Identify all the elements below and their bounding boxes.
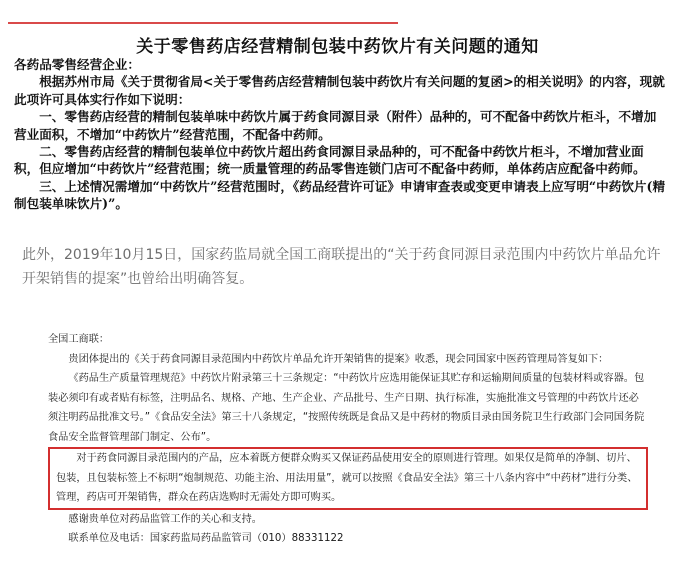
notice-item-3: 三、上述情况需增加“中药饮片”经营范围时，《药品经营许可证》申请审查表或变更申请表上应写明“中药饮片(精制包装单味饮片)”。 (14, 178, 666, 212)
notice-intro: 根据苏州市局《关于贯彻省局<关于零售药店经营精制包装中药饮片有关问题的复函>的相关说明》的内容，现就此项许可具体实行作如下说明： (14, 74, 665, 107)
reply-paragraph-1: 贵团体提出的《关于药食同源目录范围内中药饮片单品允许开架销售的提案》收悉，现会同国家中医药管理局答复如下： (68, 353, 609, 365)
article-caption: 此外，2019年10月15日，国家药监局就全国工商联提出的“关于药食同源目录范围内中药饮片单品允许开架销售的提案”也曾给出明确答复。 (22, 247, 661, 287)
reply-contact: 联系单位及电话：国家药监局药品监管司（010）88331122 (68, 533, 344, 544)
notice-title: 关于零售药店经营精制包装中药饮片有关问题的通知 (136, 37, 539, 57)
reply-thanks: 感谢贵单位对药品监管工作的关心和支持。 (68, 513, 262, 525)
notice-salutation: 各药品零售经营企业： (14, 57, 140, 72)
notice-item-2: 二、零售药店经营的精制包装单位中药饮片超出药食同源目录品种的，可不配备中药饮片柜斗，不增加营业面积，但应增加“中药饮片”经营范围；统一质量管理的药品零售连锁门店可不配备中药师，单体药店应配备中药师。 (14, 144, 646, 177)
notice-item-1: 一、零售药店经营的精制包装单味中药饮片属于药食同源目录（附件）品种的，可不配备中药饮片柜斗，不增加营业面积，不增加“中药饮片”经营范围，不配备中药师。 (14, 109, 657, 142)
top-divider-line (8, 22, 398, 24)
reply-paragraph-2: 《药品生产质量管理规范》中药饮片附录第三十三条规定：“中药饮片应选用能保证其贮存和运输期间质量的包装材料或容器。包装必须印有或者贴有标签，注明品名、规格、产地、生产企业、产品批号、生产日期、执行标准，实施批准文号管理的中药饮片还必须注明药品批准文号。”《食品安全法》第三十八条规定，“按照传统既是食品又是中药材的物质目录由国务院卫生行政部门会同国务院食品安全监督管理部门制定、公布”。 (48, 373, 645, 443)
reply-highlighted-paragraph: 对于药食同源目录范围内的产品，应本着既方便群众购买又保证药品使用安全的原则进行管理。如果仅是简单的净制、切片、包装，且包装标签上不标明“炮制规范、功能主治、用法用量”，就可以按照《食品安全法》第三十八条内容中“中药材”进行分类、管理，药店可开架销售，群众在药店选购时无需处方即可购买。 (48, 447, 648, 510)
reply-letter (48, 330, 648, 549)
reply-salutation: 全国工商联： (48, 334, 110, 345)
notice-body (14, 56, 666, 213)
